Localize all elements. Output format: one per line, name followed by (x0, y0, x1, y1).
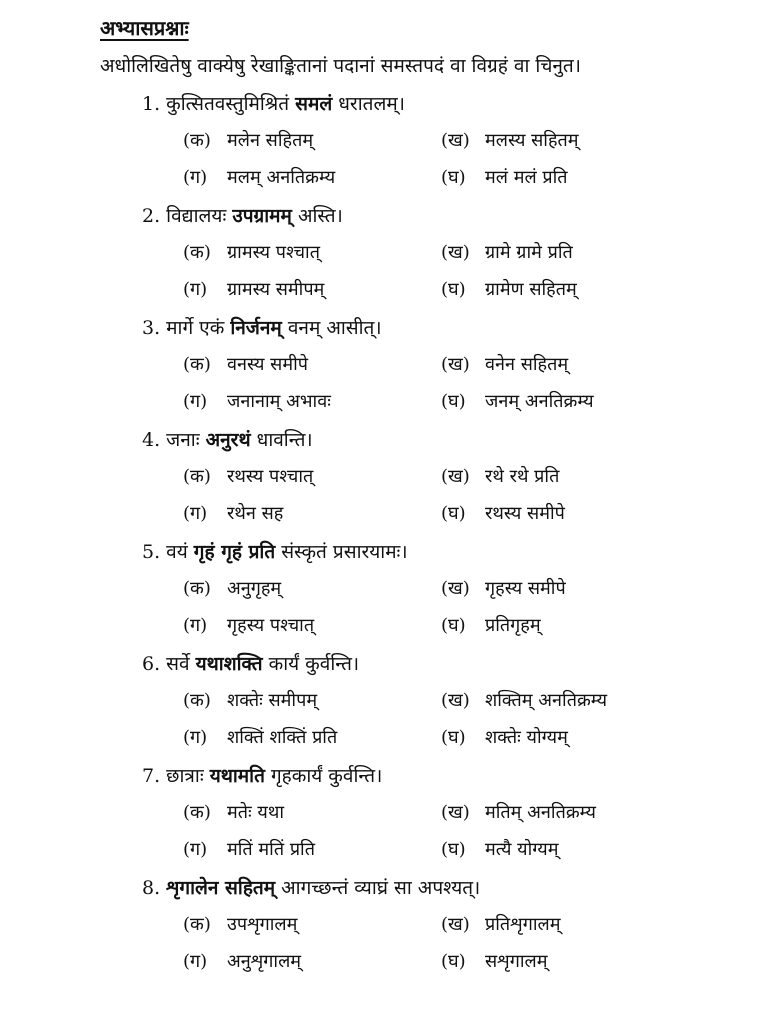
question-after: कार्यं कुर्वन्ति। (262, 653, 360, 675)
option-item (183, 837, 315, 861)
option-item (183, 240, 320, 264)
option-mark: (घ) (441, 503, 466, 524)
question-before: 3. मार्गे एकं (142, 317, 231, 339)
option-item (183, 352, 308, 376)
option-text: शक्तिम् अनतिक्रम्य (485, 690, 608, 711)
question-1 (142, 90, 742, 126)
option-mark: (ख) (441, 802, 470, 823)
options-7 (183, 800, 743, 874)
question-4 (142, 426, 742, 462)
option-mark: (ग) (183, 615, 208, 636)
option-mark: (क) (183, 466, 211, 487)
option-text: ग्रामस्य पश्चात् (227, 242, 320, 263)
question-after: धरातलम्। (332, 93, 405, 115)
option-mark: (घ) (441, 615, 466, 636)
question-emphasis: अनुरथं (205, 429, 251, 451)
options-4 (183, 464, 743, 538)
option-row (183, 837, 743, 874)
question-after: वनम् आसीत्। (281, 317, 382, 339)
option-mark: (घ) (441, 279, 466, 300)
question-emphasis: समलं (295, 93, 333, 115)
option-item (441, 613, 541, 637)
option-mark: (क) (183, 578, 211, 599)
option-row (183, 800, 743, 837)
instruction-text: अधोलिखितेषु वाक्येषु रेखाङ्कितानां पदानां समस्तपदं वा विग्रहं वा चिनुत। (100, 55, 581, 77)
option-item (441, 128, 579, 152)
option-row (183, 688, 743, 725)
options-3 (183, 352, 743, 426)
option-text: रथे रथे प्रति (485, 466, 560, 487)
option-item (441, 464, 559, 488)
option-mark: (क) (183, 690, 211, 711)
option-item (183, 949, 301, 973)
option-mark: (क) (183, 242, 211, 263)
option-text: ग्रामेण सहितम् (485, 279, 577, 300)
question-before: 7. छात्राः (142, 765, 210, 787)
option-text: मलं मलं प्रति (485, 167, 568, 188)
option-mark: (क) (183, 914, 211, 935)
question-before: 8. (142, 877, 167, 899)
option-row (183, 277, 743, 314)
option-item (441, 501, 565, 525)
option-text: सशृगालम् (485, 951, 548, 972)
option-mark: (घ) (441, 839, 466, 860)
option-text: मतिं मतिं प्रति (227, 839, 315, 860)
option-text: मतिम् अनतिक्रम्य (485, 802, 596, 823)
option-mark: (घ) (441, 727, 466, 748)
option-item (183, 800, 284, 824)
option-row (183, 613, 743, 650)
option-text: वनेन सहितम् (485, 354, 569, 375)
option-text: रथस्य समीपे (485, 503, 565, 524)
option-text: ग्रामस्य समीपम् (227, 279, 325, 300)
option-mark: (ग) (183, 279, 208, 300)
option-text: मतेः यथा (227, 802, 284, 823)
option-mark: (ख) (441, 914, 470, 935)
question-5 (142, 538, 742, 574)
option-mark: (ग) (183, 391, 208, 412)
question-emphasis: यथामति (209, 765, 265, 787)
option-text: मलेन सहितम् (227, 130, 314, 151)
option-mark: (ख) (441, 130, 470, 151)
option-text: गृहस्य पश्चात् (227, 615, 315, 636)
option-item (441, 277, 577, 301)
options-5 (183, 576, 743, 650)
option-text: मत्यै योग्यम् (485, 839, 559, 860)
question-before: 5. वयं (142, 541, 194, 563)
option-item (183, 277, 324, 301)
question-3 (142, 314, 742, 350)
question-7 (142, 762, 742, 798)
question-after: धावन्ति। (250, 429, 313, 451)
option-mark: (ग) (183, 167, 208, 188)
option-text: जनानाम् अभावः (227, 391, 331, 412)
option-item (441, 912, 560, 936)
option-row (183, 352, 743, 389)
option-mark: (ग) (183, 839, 208, 860)
option-item (441, 800, 596, 824)
option-row (183, 912, 743, 949)
option-item (183, 389, 331, 413)
option-text: मलस्य सहितम् (485, 130, 579, 151)
option-text: गृहस्य समीपे (485, 578, 566, 599)
option-item (441, 576, 566, 600)
option-text: शक्तिं शक्तिं प्रति (227, 727, 338, 748)
question-emphasis: शृगालेन सहितम् (166, 877, 276, 899)
option-item (183, 912, 297, 936)
question-after: आगच्छन्तं व्याघ्रं सा अपश्यत्। (275, 877, 481, 899)
option-row (183, 389, 743, 426)
question-2 (142, 202, 742, 238)
option-item (441, 165, 568, 189)
option-text: प्रतिशृगालम् (485, 914, 561, 935)
option-row (183, 464, 743, 501)
question-after: अस्ति। (291, 205, 343, 227)
option-item (183, 501, 283, 525)
option-mark: (ख) (441, 578, 470, 599)
option-mark: (ग) (183, 503, 208, 524)
option-text: जनम् अनतिक्रम्य (485, 391, 594, 412)
option-item (183, 165, 335, 189)
question-before: 2. विद्यालयः (142, 205, 233, 227)
option-mark: (ख) (441, 690, 470, 711)
question-emphasis: निर्जनम् (230, 317, 282, 339)
page-title: अभ्यासप्रश्नाः (100, 16, 189, 40)
question-after: संस्कृतं प्रसारयामः। (275, 541, 408, 563)
option-row (183, 128, 743, 165)
option-text: अनुशृगालम् (227, 951, 302, 972)
option-text: वनस्य समीपे (227, 354, 308, 375)
option-mark: (ख) (441, 354, 470, 375)
option-item (183, 576, 281, 600)
option-mark: (ख) (441, 242, 470, 263)
question-emphasis: गृहं गृहं प्रति (193, 541, 276, 563)
option-mark: (घ) (441, 167, 466, 188)
option-mark: (घ) (441, 391, 466, 412)
question-emphasis: उपग्रामम् (232, 205, 292, 227)
option-item (441, 389, 594, 413)
option-item (183, 613, 314, 637)
option-text: उपशृगालम् (227, 914, 298, 935)
option-text: प्रतिगृहम् (485, 615, 541, 636)
option-mark: (ग) (183, 727, 208, 748)
options-1 (183, 128, 743, 202)
question-before: 1. कुत्सितवस्तुमिश्रितं (142, 93, 296, 115)
option-row (183, 501, 743, 538)
question-after: गृहकार्यं कुर्वन्ति। (264, 765, 383, 787)
option-text: शक्तेः योग्यम् (485, 727, 568, 748)
option-item (183, 688, 317, 712)
option-item (441, 688, 607, 712)
option-text: ग्रामे ग्रामे प्रति (485, 242, 573, 263)
option-text: रथेन सह (227, 503, 284, 524)
question-6 (142, 650, 742, 686)
option-text: रथस्य पश्चात् (227, 466, 314, 487)
option-mark: (ख) (441, 466, 470, 487)
option-text: मलम् अनतिक्रम्य (227, 167, 336, 188)
option-row (183, 576, 743, 613)
option-item (441, 949, 547, 973)
option-text: शक्तेः समीपम् (227, 690, 318, 711)
option-mark: (क) (183, 130, 211, 151)
question-before: 4. जनाः (142, 429, 206, 451)
option-item (183, 128, 313, 152)
option-row (183, 725, 743, 762)
option-item (441, 725, 568, 749)
options-6 (183, 688, 743, 762)
option-item (441, 837, 559, 861)
option-text: अनुगृहम् (227, 578, 282, 599)
option-mark: (क) (183, 802, 211, 823)
options-2 (183, 240, 743, 314)
option-row (183, 240, 743, 277)
question-8 (142, 874, 742, 910)
option-mark: (ग) (183, 951, 208, 972)
option-row (183, 165, 743, 202)
options-8 (183, 912, 743, 986)
option-item (441, 240, 573, 264)
question-before: 6. सर्वे (142, 653, 196, 675)
option-row (183, 949, 743, 986)
option-item (183, 464, 313, 488)
option-mark: (क) (183, 354, 211, 375)
option-mark: (घ) (441, 951, 466, 972)
question-emphasis: यथाशक्ति (195, 653, 263, 675)
option-item (441, 352, 568, 376)
option-item (183, 725, 337, 749)
